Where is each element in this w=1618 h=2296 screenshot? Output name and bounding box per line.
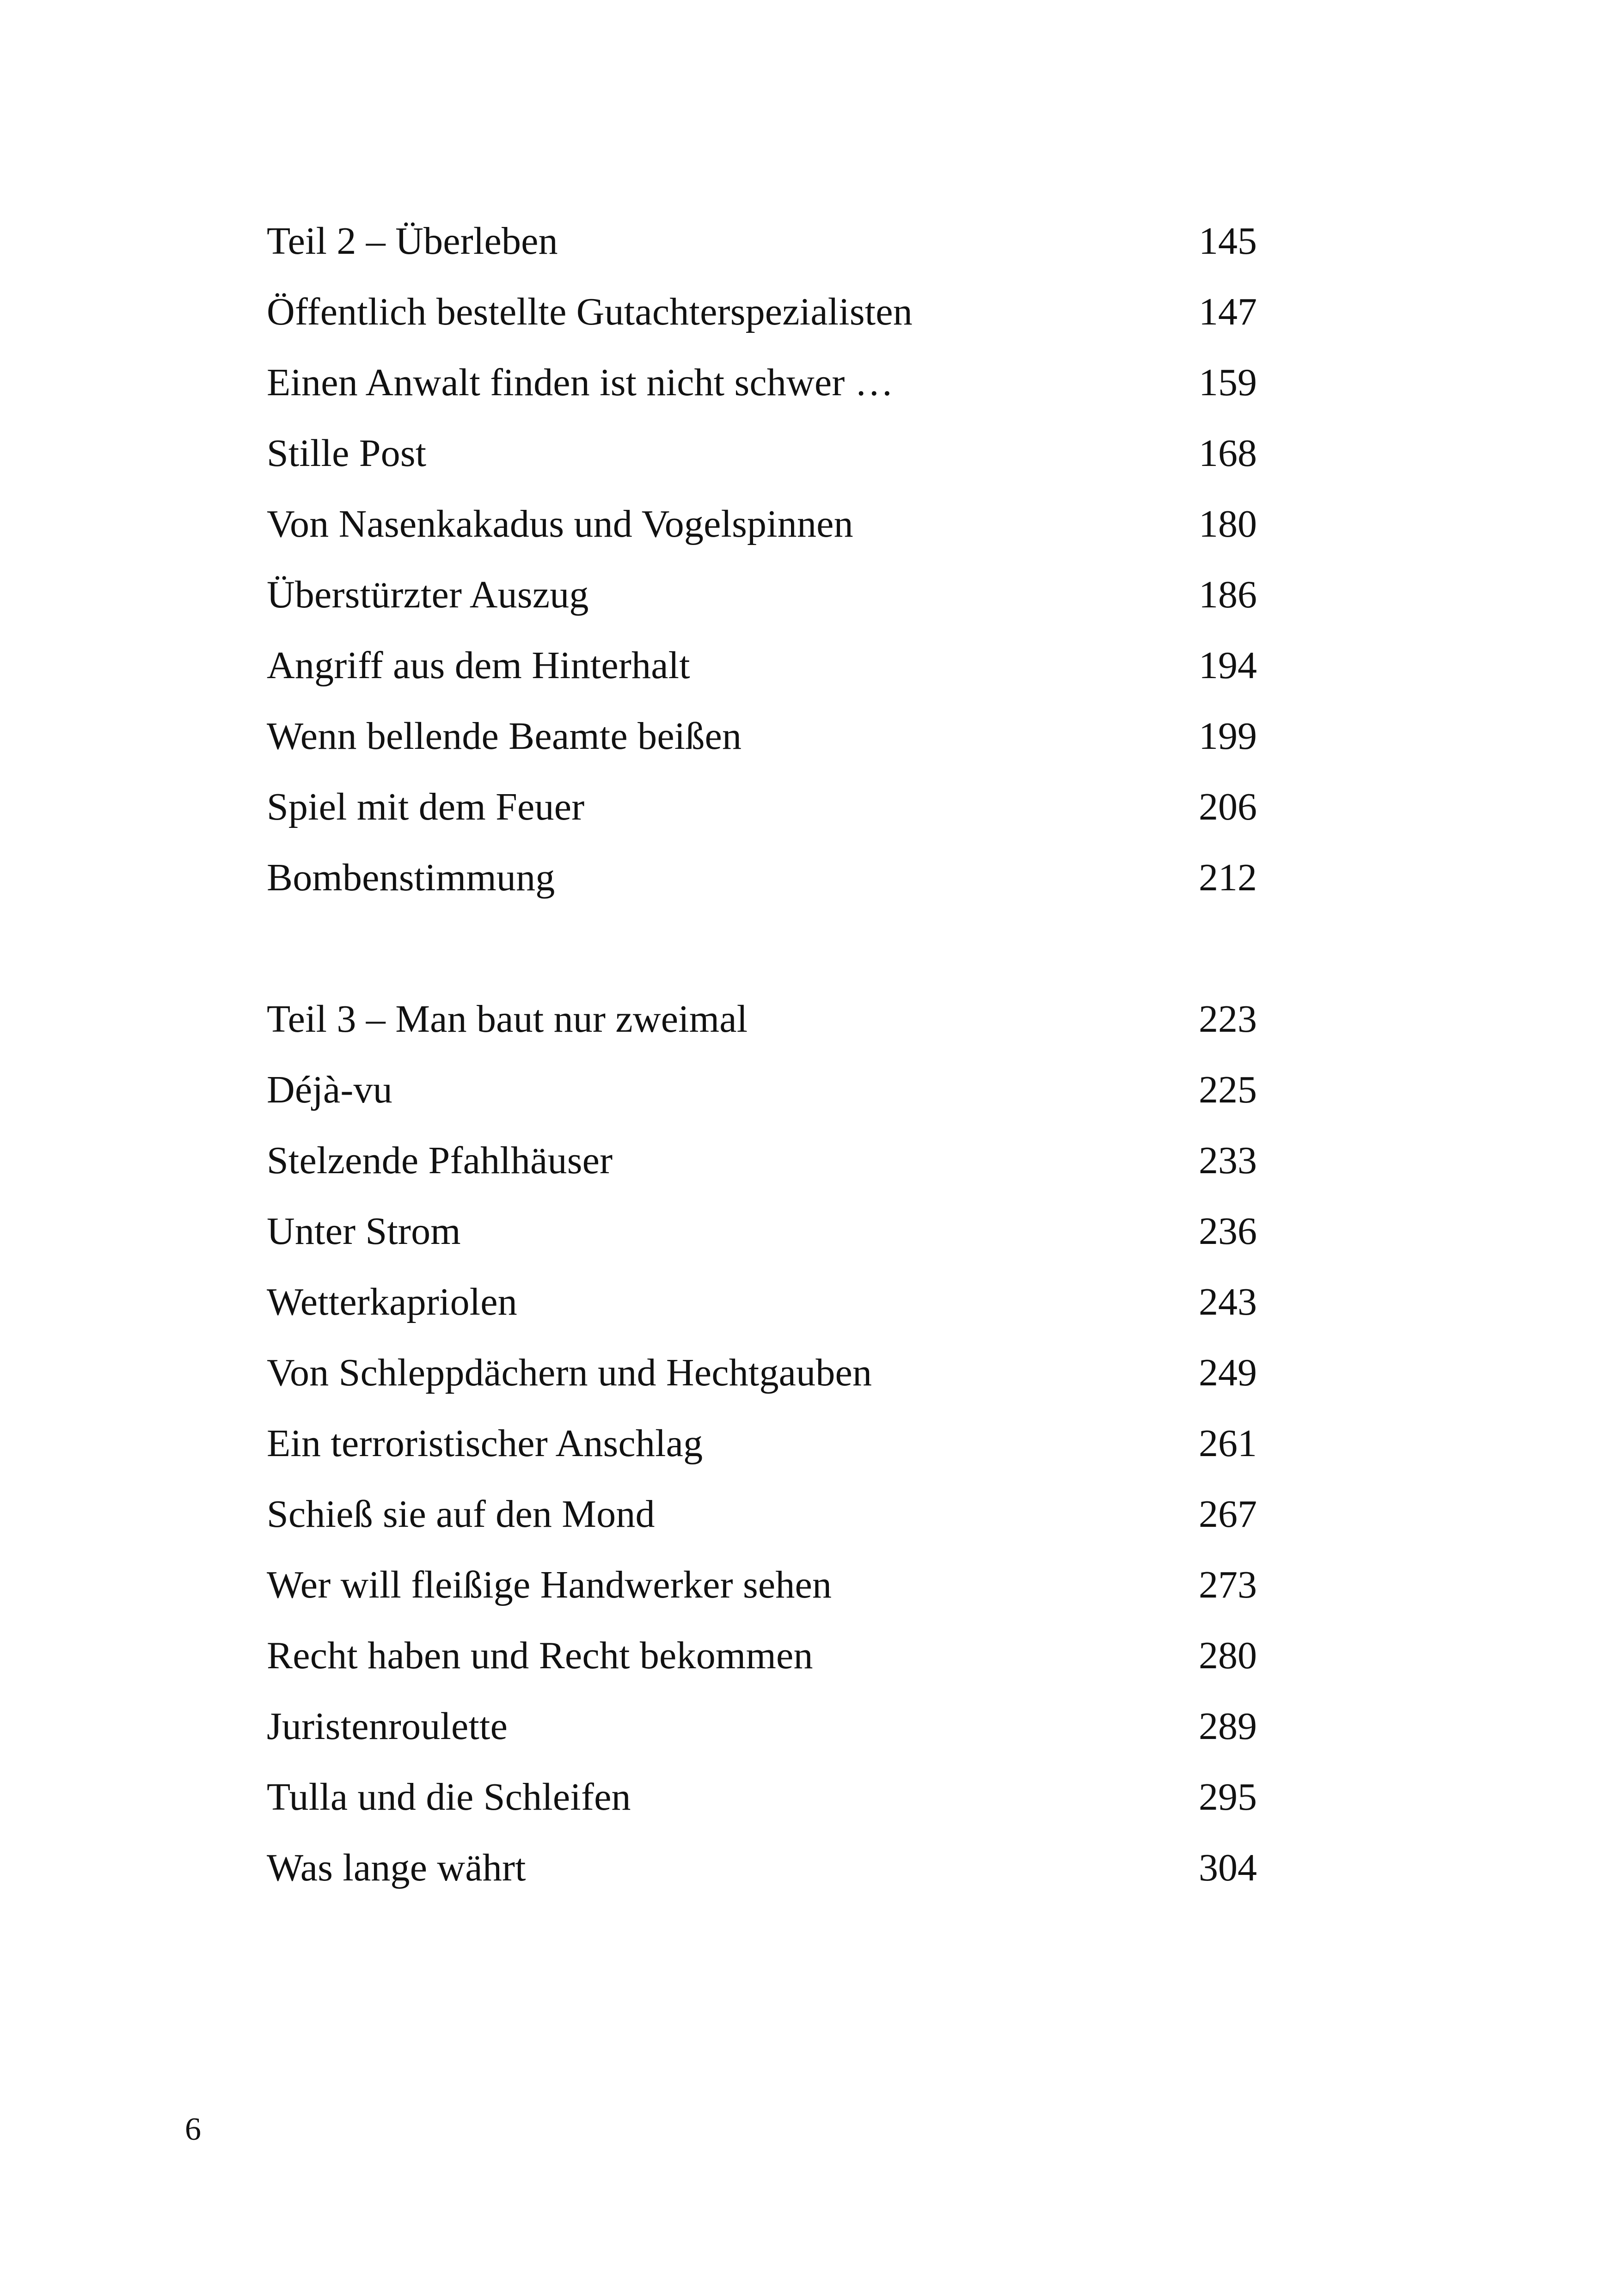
toc-entry [267,701,1257,771]
toc-entry-page: 304 [1199,1846,1257,1889]
toc-entry [267,276,1257,347]
toc-entry-title: Déjà-vu [267,1068,392,1111]
toc-entry-page: 225 [1199,1068,1257,1111]
toc-entry [267,418,1257,489]
toc-entry [267,1125,1257,1196]
toc-entry [267,347,1257,418]
toc-entry-page: 289 [1199,1705,1257,1748]
toc-entry-title: Teil 3 – Man baut nur zweimal [267,998,748,1041]
toc-entry-page: 199 [1199,715,1257,758]
toc-entry-title: Juristenroulette [267,1705,508,1748]
toc-entry [267,489,1257,559]
toc-entry-title: Bombenstimmung [267,856,555,899]
toc-entry [267,1832,1257,1903]
toc-entry-page: 236 [1199,1210,1257,1253]
toc-entry-page: 267 [1199,1493,1257,1536]
toc-entry [267,559,1257,630]
toc-entry [267,1267,1257,1337]
toc-entry-page: 194 [1199,644,1257,687]
toc-entry-title: Überstürzter Auszug [267,573,589,616]
toc-entry-title: Von Schleppdächern und Hechtgauben [267,1351,872,1394]
toc-entry-title: Stille Post [267,432,427,475]
toc-entry-title: Stelzende Pfahlhäuser [267,1139,613,1182]
toc-entry-page: 233 [1199,1139,1257,1182]
toc-entry [267,1408,1257,1479]
toc-entry [267,1691,1257,1762]
toc-entry [267,1337,1257,1408]
toc-entry-page: 280 [1199,1634,1257,1677]
toc-entry-page: 273 [1199,1563,1257,1606]
toc-entry-page: 295 [1199,1776,1257,1818]
toc-entry-title: Unter Strom [267,1210,461,1253]
toc-entry-page: 180 [1199,502,1257,545]
toc-entry-page: 212 [1199,856,1257,899]
toc-entry-page: 223 [1199,998,1257,1041]
toc-entry-title: Tulla und die Schleifen [267,1776,631,1818]
toc-entry-title: Wetterkapriolen [267,1280,517,1323]
toc-entry [267,1549,1257,1620]
toc-entry-title: Von Nasenkakadus und Vogelspinnen [267,502,853,545]
toc-entry-page: 159 [1199,361,1257,404]
toc-entry [267,630,1257,701]
toc-entry [267,1762,1257,1832]
toc-entry [267,771,1257,842]
toc-entry-page: 168 [1199,432,1257,475]
toc-entry-title: Einen Anwalt finden ist nicht schwer … [267,361,894,404]
toc-entry-page: 145 [1199,220,1257,263]
toc-entry [267,842,1257,913]
toc-entry-title: Was lange währt [267,1846,526,1889]
toc-section-teil-3 [267,984,1257,1903]
page-number: 6 [185,2112,201,2147]
toc-entry-title: Wenn bellende Beamte beißen [267,715,742,758]
toc-entry [267,1479,1257,1549]
toc-entry-title: Angriff aus dem Hinterhalt [267,644,690,687]
toc-entry-title: Öffentlich bestellte Gutachterspezialisten [267,290,913,333]
toc-entry [267,1196,1257,1267]
toc-entry-page: 243 [1199,1280,1257,1323]
toc-entry [267,1620,1257,1691]
toc-entry-title: Wer will fleißige Handwerker sehen [267,1563,832,1606]
toc-entry-page: 261 [1199,1422,1257,1465]
toc-part-heading [267,206,1257,276]
toc-entry-title: Recht haben und Recht bekommen [267,1634,813,1677]
toc-entry-page: 206 [1199,785,1257,828]
toc-entry-page: 186 [1199,573,1257,616]
toc-entry-title: Ein terroristischer Anschlag [267,1422,703,1465]
toc-entry-page: 147 [1199,290,1257,333]
toc-entry [267,1054,1257,1125]
toc-entry-title: Spiel mit dem Feuer [267,785,585,828]
toc-section-teil-2 [267,206,1257,913]
toc-entry-title: Schieß sie auf den Mond [267,1493,655,1536]
toc-entry-title: Teil 2 – Überleben [267,220,558,263]
toc-part-heading [267,984,1257,1054]
toc-entry-page: 249 [1199,1351,1257,1394]
